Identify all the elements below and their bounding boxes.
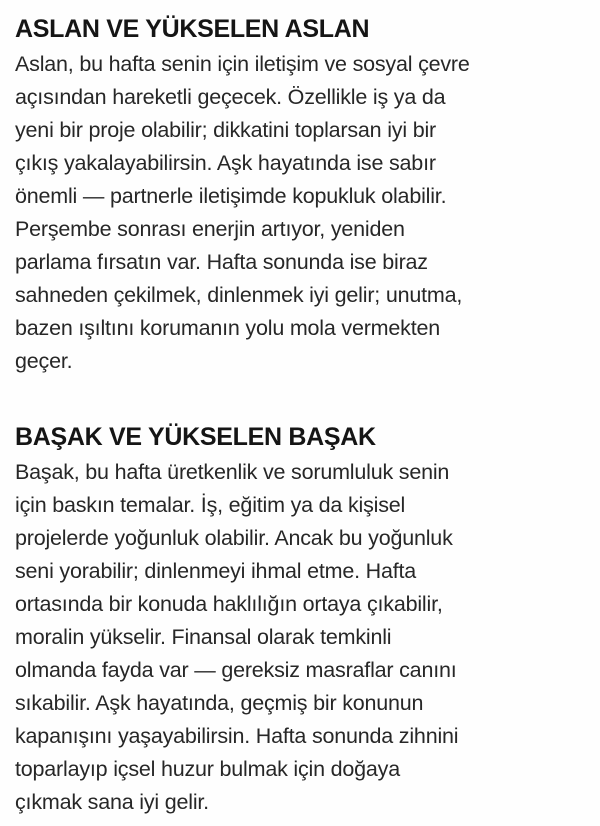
text-line: seni yorabilir; dinlenmeyi ihmal etme. Hafta <box>15 559 417 583</box>
text-line: geçer. <box>15 349 73 373</box>
text-line: ortasında bir konuda haklılığın ortaya çıkabilir, <box>15 592 443 616</box>
text-line: projelerde yoğunluk olabilir. Ancak bu yoğunluk <box>15 526 453 550</box>
text-line: için baskın temalar. İş, eğitim ya da kişisel <box>15 493 406 517</box>
section-heading: BAŞAK VE YÜKSELEN BAŞAK <box>15 423 376 451</box>
text-line: çıkmak sana iyi gelir. <box>15 790 209 814</box>
section-heading: ASLAN VE YÜKSELEN ASLAN <box>15 15 370 43</box>
text-line: çıkış yakalayabilirsin. Aşk hayatında ise sabır <box>15 151 436 175</box>
text-line: sıkabilir. Aşk hayatında, geçmiş bir konunun <box>15 691 424 715</box>
text-line: önemli — partnerle iletişimde kopukluk olabilir. <box>15 184 447 208</box>
text-line: açısından hareketli geçecek. Özellikle iş ya da <box>15 85 446 109</box>
section-body <box>15 48 586 378</box>
text-line: Başak, bu hafta üretkenlik ve sorumluluk senin <box>15 460 450 484</box>
text-line: yeni bir proje olabilir; dikkatini toplarsan iyi bir <box>15 118 436 142</box>
text-line: sahneden çekilmek, dinlenmek iyi gelir; unutma, <box>15 283 463 307</box>
zodiac-section <box>15 418 586 819</box>
text-line: Perşembe sonrası enerjin artıyor, yeniden <box>15 217 405 241</box>
text-line: bazen ışıltını korumanın yolu mola vermekten <box>15 316 440 340</box>
section-body <box>15 456 586 819</box>
text-line: kapanışını yaşayabilirsin. Hafta sonunda zihnini <box>15 724 459 748</box>
text-line: moralin yükselir. Finansal olarak temkinli <box>15 625 392 649</box>
text-line: parlama fırsatın var. Hafta sonunda ise biraz <box>15 250 428 274</box>
text-line: toparlayıp içsel huzur bulmak için doğaya <box>15 757 400 781</box>
text-line: Aslan, bu hafta senin için iletişim ve sosyal çevre <box>15 52 470 76</box>
text-line: olmanda fayda var — gereksiz masraflar canını <box>15 658 457 682</box>
zodiac-section <box>15 10 586 378</box>
